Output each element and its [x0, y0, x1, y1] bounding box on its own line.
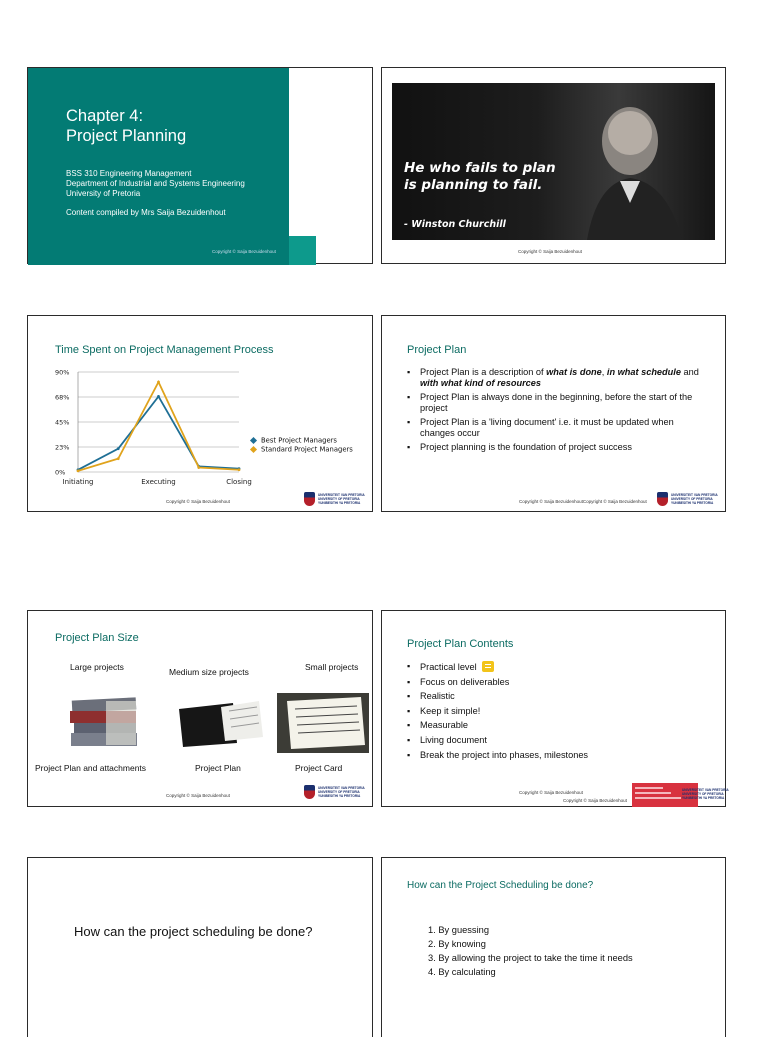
data-point — [157, 381, 160, 384]
bullet-list — [407, 661, 707, 764]
bullet-3: ▪ Project Plan is a 'living document' i.e. it must be updated when changes occur — [407, 417, 699, 439]
logo-line-1: UNIVERSITEIT VAN PRETORIA — [682, 788, 729, 792]
col-head-small: Small projects — [305, 662, 359, 672]
legend-marker — [250, 446, 257, 453]
slide-3-chart[interactable] — [27, 315, 373, 512]
x-tick-label: Initiating — [62, 478, 94, 486]
quote-line1: He who fails to plan — [404, 160, 556, 176]
slide-title: How can the Project Scheduling be done? — [407, 880, 594, 891]
copyright: Copyright © Saija Bezuidenhout — [166, 499, 230, 504]
data-point — [117, 447, 120, 450]
data-point — [197, 466, 200, 469]
bullet-1 — [407, 661, 707, 673]
y-tick-label: 45% — [55, 418, 70, 427]
bullet-1-em3: with what kind of resources — [420, 378, 541, 388]
slide-title: Time Spent on Project Management Process — [55, 344, 274, 356]
question-text: How can the project scheduling be done? — [74, 924, 313, 939]
x-tick-label: Executing — [141, 478, 176, 486]
logo-line-3: YUNIBESITHI YA PRETORIA — [682, 796, 725, 800]
chapter-title-line2: Project Planning — [66, 127, 187, 145]
slide-title: Project Plan Contents — [407, 638, 514, 650]
bullet-2: ▪ Project Plan is always done in the beginning, before the start of the project — [407, 392, 699, 414]
university-logo — [682, 787, 729, 803]
quote-image — [392, 83, 715, 240]
slide-2-quote[interactable] — [381, 67, 726, 264]
copyright: Copyright © Saija Bezuidenhout — [166, 793, 230, 798]
slide-title: Project Plan Size — [55, 632, 139, 644]
bullet-5: ▪ Measurable — [407, 720, 707, 731]
slide-8-scheduling[interactable] — [381, 857, 726, 1037]
quote-author: - Winston Churchill — [404, 219, 506, 230]
bullet-6: ▪ Living document — [407, 735, 707, 746]
list-item-2: 2. By knowing — [428, 939, 486, 949]
crest-icon — [304, 785, 315, 799]
logo-line-2: UNIVERSITY OF PRETORIA — [671, 497, 713, 501]
y-tick-label: 23% — [55, 443, 70, 452]
copyright: Copyright © Saija Bezuidenhout — [518, 249, 582, 254]
caption-medium: Project Plan — [195, 763, 241, 773]
bullet-4: ▪ Keep it simple! — [407, 706, 707, 717]
list-item-4: 4. By calculating — [428, 967, 496, 977]
bullet-3: ▪ Realistic — [407, 691, 707, 702]
bullet-1-em2: in what schedule — [606, 367, 681, 377]
copyright-a: Copyright © Saija Bezuidenhout — [519, 790, 583, 795]
university-logo — [304, 492, 368, 508]
copyright: Copyright © Saija Bezuidenhout — [212, 249, 276, 254]
col-head-medium: Medium size projects — [169, 667, 249, 677]
course-code: BSS 310 Engineering Management — [66, 169, 192, 178]
bullet-2: ▪ Focus on deliverables — [407, 677, 707, 688]
logo-line-1: UNIVERSITEIT VAN PRETORIA — [671, 493, 718, 497]
quote-line2: is planning to fail. — [404, 177, 543, 193]
logo-line-2: UNIVERSITY OF PRETORIA — [318, 497, 360, 501]
slide-4-project-plan[interactable] — [381, 315, 726, 512]
card-image — [277, 693, 369, 753]
col-head-large: Large projects — [70, 662, 124, 672]
bullet-list — [407, 367, 699, 456]
logo-line-1: UNIVERSITEIT VAN PRETORIA — [318, 786, 365, 790]
caption-large: Project Plan and attachments — [35, 763, 147, 773]
quote-text — [404, 160, 556, 194]
y-tick-label: 0% — [55, 468, 66, 477]
copyright: Copyright © Saija BezuidenhoutCopyright © Saija Bezuidenhout — [519, 499, 647, 504]
y-tick-label: 90% — [55, 368, 70, 377]
y-tick-label: 68% — [55, 393, 70, 402]
university-logo — [304, 785, 368, 801]
legend-label: Best Project Managers — [261, 436, 337, 445]
course-info — [66, 169, 245, 218]
data-point — [117, 457, 120, 460]
compiled-by: Content compiled by Mrs Saija Bezuidenhout — [66, 208, 226, 217]
list-item-3: 3. By allowing the project to take the time it needs — [428, 953, 633, 963]
data-point — [157, 395, 160, 398]
logo-line-3: YUNIBESITHI YA PRETORIA — [318, 794, 361, 798]
x-tick-label: Closing — [226, 478, 252, 486]
logo-line-2: UNIVERSITY OF PRETORIA — [318, 790, 360, 794]
logo-line-3: YUNIBESITHI YA PRETORIA — [318, 501, 361, 505]
chapter-title-line1: Chapter 4: — [66, 107, 144, 125]
slide-title: Project Plan — [407, 344, 467, 356]
copyright-b: Copyright © Saija Bezuidenhout — [563, 798, 627, 803]
data-point — [77, 469, 80, 472]
title-panel — [28, 68, 289, 265]
logo-line-1: UNIVERSITEIT VAN PRETORIA — [318, 493, 365, 497]
university: University of Pretoria — [66, 189, 141, 198]
bullet-7: ▪ Break the project into phases, milestones — [407, 750, 707, 761]
slide-7-question[interactable] — [27, 857, 373, 1037]
legend-marker — [250, 437, 257, 444]
numbered-list — [428, 923, 633, 979]
logo-line-2: UNIVERSITY OF PRETORIA — [682, 792, 724, 796]
caption-small: Project Card — [295, 763, 343, 773]
folder-image — [175, 699, 265, 749]
slide-1-title[interactable] — [27, 67, 373, 264]
list-item-1: 1. By guessing — [428, 925, 489, 935]
department: Department of Industrial and Systems Engineering — [66, 179, 245, 188]
binders-image — [66, 693, 141, 753]
bullet-1-pre: Project Plan is a description of — [420, 367, 547, 377]
comment-icon[interactable] — [482, 661, 494, 672]
bullet-1 — [407, 367, 699, 389]
legend-label: Standard Project Managers — [261, 445, 353, 454]
bullet-1-mid2: and — [680, 367, 699, 377]
data-point — [238, 468, 241, 471]
chapter-title — [66, 106, 186, 146]
line-chart — [28, 364, 374, 504]
bullet-1-em1: what is done — [546, 367, 602, 377]
slide-5-plan-size[interactable] — [27, 610, 373, 807]
crest-icon — [304, 492, 315, 506]
bullet-1-mid1: , — [601, 367, 607, 377]
logo-line-3: YUNIBESITHI YA PRETORIA — [671, 501, 714, 505]
crest-icon — [657, 492, 668, 506]
university-logo — [657, 492, 721, 508]
bullet-4: ▪ Project planning is the foundation of project success — [407, 442, 699, 453]
slide-6-plan-contents[interactable] — [381, 610, 729, 807]
bullet-1-text: Practical level — [420, 662, 477, 672]
series-line — [78, 396, 239, 469]
accent-block — [289, 236, 316, 265]
